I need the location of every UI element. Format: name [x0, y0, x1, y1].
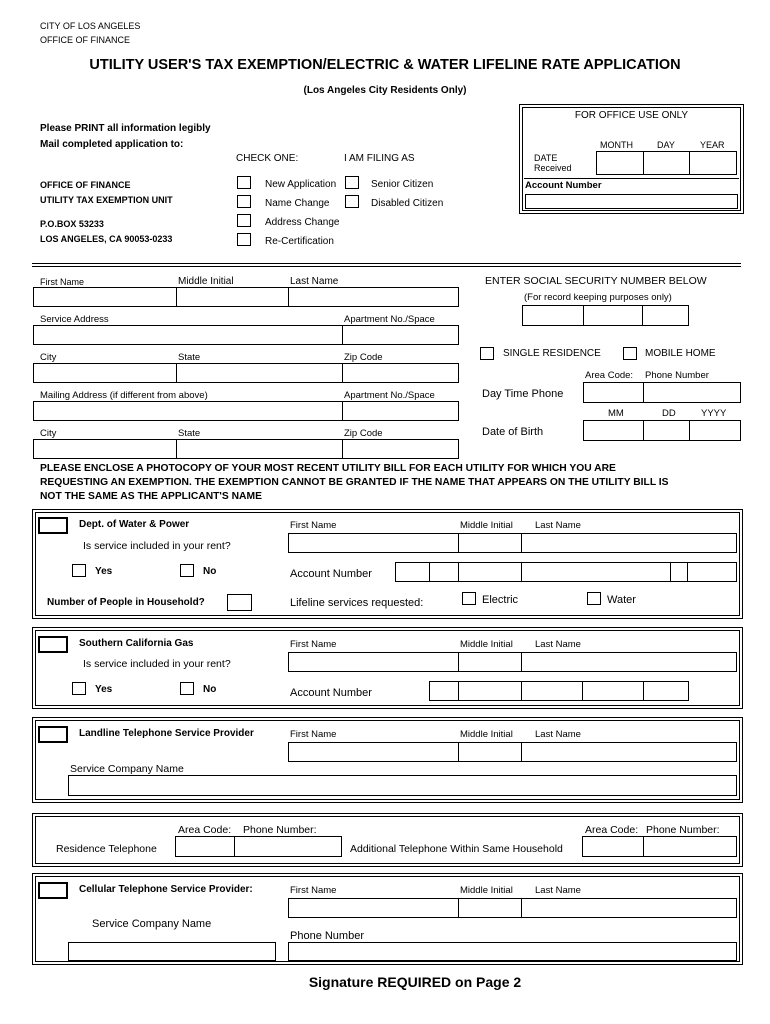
last-name-input[interactable]: [288, 287, 459, 307]
new-application-checkbox[interactable]: [237, 176, 251, 189]
cellular-middle-initial-label: Middle Initial: [460, 885, 513, 896]
check-one-label: CHECK ONE:: [236, 153, 299, 164]
section-divider: [32, 266, 741, 267]
landline-select-box[interactable]: [38, 726, 68, 743]
gas-account-segment[interactable]: [429, 681, 459, 701]
gas-title: Southern California Gas: [79, 638, 194, 649]
dob-year-input[interactable]: [689, 420, 741, 441]
ssn-title: ENTER SOCIAL SECURITY NUMBER BELOW: [485, 275, 707, 287]
date-received-label: Received: [534, 163, 572, 173]
landline-middle-initial-label: Middle Initial: [460, 729, 513, 740]
mailing-apartment-input[interactable]: [342, 401, 459, 421]
people-in-household-label: Number of People in Household?: [47, 597, 205, 608]
service-address-label: Service Address: [40, 314, 109, 325]
received-month-field[interactable]: [596, 151, 644, 175]
residence-phone-number-input[interactable]: [234, 836, 342, 857]
ssn-part-3[interactable]: [642, 305, 689, 326]
single-residence-checkbox[interactable]: [480, 347, 494, 360]
divider: [524, 178, 739, 179]
ssn-part-1[interactable]: [522, 305, 584, 326]
office-name: OFFICE OF FINANCE: [40, 35, 130, 45]
office-account-number-field[interactable]: [525, 194, 738, 209]
mobile-home-label: MOBILE HOME: [645, 348, 716, 359]
mailing-zip-input[interactable]: [342, 439, 459, 459]
gas-middle-initial-label: Middle Initial: [460, 639, 513, 650]
gas-yes-checkbox[interactable]: [72, 682, 86, 695]
landline-first-name-input[interactable]: [288, 742, 459, 762]
dwp-yes-checkbox[interactable]: [72, 564, 86, 577]
dwp-first-name-input[interactable]: [288, 533, 459, 553]
dwp-first-name-label: First Name: [290, 520, 337, 531]
senior-citizen-label: Senior Citizen: [371, 179, 434, 190]
middle-initial-input[interactable]: [176, 287, 289, 307]
additional-phone-number-label: Phone Number:: [646, 824, 720, 836]
landline-company-input[interactable]: [68, 775, 737, 796]
dob-month-label: MM: [608, 408, 624, 419]
dwp-no-label: No: [203, 566, 217, 577]
dob-year-label: YYYY: [701, 408, 727, 419]
form-title: UTILITY USER'S TAX EXEMPTION/ELECTRIC & WATER LIFELINE RATE APPLICATION: [89, 57, 681, 73]
cellular-phone-label: Phone Number: [290, 930, 364, 942]
re-certification-checkbox[interactable]: [237, 233, 251, 246]
gas-account-segment[interactable]: [458, 681, 522, 701]
mailing-apartment-label: Apartment No./Space: [344, 390, 435, 401]
gas-first-name-input[interactable]: [288, 652, 459, 672]
state-input[interactable]: [176, 363, 343, 383]
name-change-label: Name Change: [265, 198, 330, 209]
cellular-last-name-input[interactable]: [521, 898, 737, 918]
zip-code-input[interactable]: [342, 363, 459, 383]
electric-checkbox[interactable]: [462, 592, 476, 605]
mail-instruction: Mail completed application to:: [40, 139, 184, 150]
mailing-city-input[interactable]: [33, 439, 177, 459]
city-input[interactable]: [33, 363, 177, 383]
new-application-label: New Application: [265, 179, 337, 190]
utility-bill-notice: REQUESTING AN EXEMPTION. THE EXEMPTION CANNOT BE GRANTED IF THE NAME THAT APPEARS ON THE UTILITY BILL IS: [40, 477, 669, 488]
day-phone-number-input[interactable]: [643, 382, 741, 403]
gas-rent-question: Is service included in your rent?: [83, 658, 231, 670]
cellular-company-label: Service Company Name: [92, 918, 212, 930]
city-name: CITY OF LOS ANGELES: [40, 21, 141, 31]
mobile-home-checkbox[interactable]: [623, 347, 637, 360]
phone-number-label: Phone Number: [645, 370, 709, 381]
address-change-label: Address Change: [265, 217, 340, 228]
account-number-label: Account Number: [525, 180, 602, 191]
cellular-company-input[interactable]: [68, 942, 276, 961]
mailing-state-label: State: [178, 428, 201, 439]
mail-address-line: UTILITY TAX EXEMPTION UNIT: [40, 195, 173, 205]
cellular-title: Cellular Telephone Service Provider:: [79, 884, 253, 895]
office-use-title: FOR OFFICE USE ONLY: [574, 110, 689, 121]
cellular-first-name-label: First Name: [290, 885, 337, 896]
dwp-account-segment[interactable]: [458, 562, 522, 582]
area-code-label: Area Code:: [585, 370, 634, 381]
dwp-account-segment[interactable]: [670, 562, 688, 582]
gas-last-name-label: Last Name: [535, 639, 581, 650]
year-label: YEAR: [700, 140, 725, 150]
ssn-note: (For record keeping purposes only): [524, 292, 672, 303]
electric-label: Electric: [482, 594, 519, 606]
dwp-account-segment[interactable]: [395, 562, 430, 582]
print-instruction: Please PRINT all information legibly: [40, 123, 211, 134]
mailing-address-input[interactable]: [33, 401, 343, 421]
gas-account-number-label: Account Number: [290, 687, 372, 699]
dwp-last-name-label: Last Name: [535, 520, 581, 531]
received-year-field[interactable]: [689, 151, 737, 175]
landline-last-name-input[interactable]: [521, 742, 737, 762]
landline-middle-initial-input[interactable]: [458, 742, 522, 762]
state-label: State: [178, 352, 201, 363]
water-checkbox[interactable]: [587, 592, 601, 605]
disabled-citizen-label: Disabled Citizen: [371, 198, 444, 209]
last-name-label: Last Name: [290, 276, 339, 287]
cellular-phone-input[interactable]: [288, 942, 737, 961]
ssn-part-2[interactable]: [583, 305, 643, 326]
dwp-account-number-label: Account Number: [290, 568, 372, 580]
middle-initial-label: Middle Initial: [178, 276, 234, 287]
dwp-yes-label: Yes: [95, 566, 113, 577]
gas-no-checkbox[interactable]: [180, 682, 194, 695]
dwp-middle-initial-label: Middle Initial: [460, 520, 513, 531]
dwp-rent-question: Is service included in your rent?: [83, 540, 231, 552]
notice-clip: [40, 477, 708, 490]
apartment-input[interactable]: [342, 325, 459, 345]
cellular-middle-initial-input[interactable]: [458, 898, 522, 918]
cellular-select-box[interactable]: [38, 882, 68, 899]
gas-no-label: No: [203, 684, 217, 695]
lifeline-label: Lifeline services requested:: [290, 597, 424, 609]
gas-select-box[interactable]: [38, 636, 68, 653]
dwp-title: Dept. of Water & Power: [79, 519, 190, 530]
apartment-label: Apartment No./Space: [344, 314, 435, 325]
residence-area-code-label: Area Code:: [178, 824, 232, 836]
water-label: Water: [607, 594, 636, 606]
dwp-middle-initial-input[interactable]: [458, 533, 522, 553]
utility-bill-notice: NOT THE SAME AS THE APPLICANT'S NAME: [40, 491, 262, 502]
mailing-zip-label: Zip Code: [344, 428, 383, 439]
date-of-birth-label: Date of Birth: [482, 426, 544, 438]
name-change-checkbox[interactable]: [237, 195, 251, 208]
mail-address-line: P.O.BOX 53233: [40, 219, 104, 229]
residence-area-code-input[interactable]: [175, 836, 235, 857]
mail-address-line: OFFICE OF FINANCE: [40, 180, 131, 190]
landline-company-label: Service Company Name: [70, 763, 184, 775]
gas-yes-label: Yes: [95, 684, 113, 695]
received-day-field[interactable]: [643, 151, 690, 175]
landline-last-name-label: Last Name: [535, 729, 581, 740]
mailing-address-label: Mailing Address (if different from above): [40, 390, 208, 401]
cellular-first-name-input[interactable]: [288, 898, 459, 918]
additional-telephone-label: Additional Telephone Within Same Household: [350, 843, 563, 855]
dob-month-input[interactable]: [583, 420, 644, 441]
disabled-citizen-checkbox[interactable]: [345, 195, 359, 208]
date-received-label: DATE: [534, 153, 558, 163]
section-divider: [32, 263, 741, 264]
re-certification-label: Re-Certification: [265, 236, 334, 247]
first-name-label: First Name: [40, 277, 85, 287]
dwp-last-name-input[interactable]: [521, 533, 737, 553]
mailing-city-label: City: [40, 428, 57, 439]
gas-middle-initial-input[interactable]: [458, 652, 522, 672]
mailing-state-input[interactable]: [176, 439, 343, 459]
signature-required-note: Signature REQUIRED on Page 2: [308, 974, 522, 990]
additional-area-code-input[interactable]: [582, 836, 644, 857]
dwp-account-segment[interactable]: [521, 562, 671, 582]
service-address-input[interactable]: [33, 325, 343, 345]
zip-code-label: Zip Code: [344, 352, 383, 363]
gas-account-segment[interactable]: [643, 681, 689, 701]
cellular-last-name-label: Last Name: [535, 885, 581, 896]
residence-phone-number-label: Phone Number:: [243, 824, 317, 836]
gas-first-name-label: First Name: [290, 639, 337, 650]
city-label: City: [40, 352, 57, 363]
filing-as-label: I AM FILING AS: [344, 153, 415, 164]
dob-day-label: DD: [662, 408, 676, 419]
landline-first-name-label: First Name: [290, 729, 337, 740]
people-in-household-input[interactable]: [227, 594, 252, 611]
month-label: MONTH: [600, 140, 633, 150]
single-residence-label: SINGLE RESIDENCE: [503, 348, 601, 359]
landline-title: Landline Telephone Service Provider: [79, 728, 254, 739]
gas-last-name-input[interactable]: [521, 652, 737, 672]
day-phone-area-code-input[interactable]: [583, 382, 644, 403]
dwp-select-box[interactable]: [38, 517, 68, 534]
day-phone-label: Day Time Phone: [482, 388, 564, 400]
gas-account-segment[interactable]: [521, 681, 583, 701]
dwp-account-segment[interactable]: [429, 562, 459, 582]
senior-citizen-checkbox[interactable]: [345, 176, 359, 189]
residence-telephone-label: Residence Telephone: [56, 843, 157, 855]
mail-address-line: LOS ANGELES, CA 90053-0233: [40, 234, 173, 244]
first-name-input[interactable]: [33, 287, 177, 307]
dwp-account-segment[interactable]: [687, 562, 737, 582]
dob-day-input[interactable]: [643, 420, 690, 441]
utility-bill-notice: PLEASE ENCLOSE A PHOTOCOPY OF YOUR MOST RECENT UTILITY BILL FOR EACH UTILITY FOR WHICH YOU ARE: [40, 463, 616, 474]
dwp-no-checkbox[interactable]: [180, 564, 194, 577]
form-subtitle: (Los Angeles City Residents Only): [303, 85, 467, 96]
additional-area-code-label: Area Code:: [585, 824, 639, 836]
additional-phone-number-input[interactable]: [643, 836, 737, 857]
day-label: DAY: [657, 140, 675, 150]
address-change-checkbox[interactable]: [237, 214, 251, 227]
gas-account-segment[interactable]: [582, 681, 644, 701]
